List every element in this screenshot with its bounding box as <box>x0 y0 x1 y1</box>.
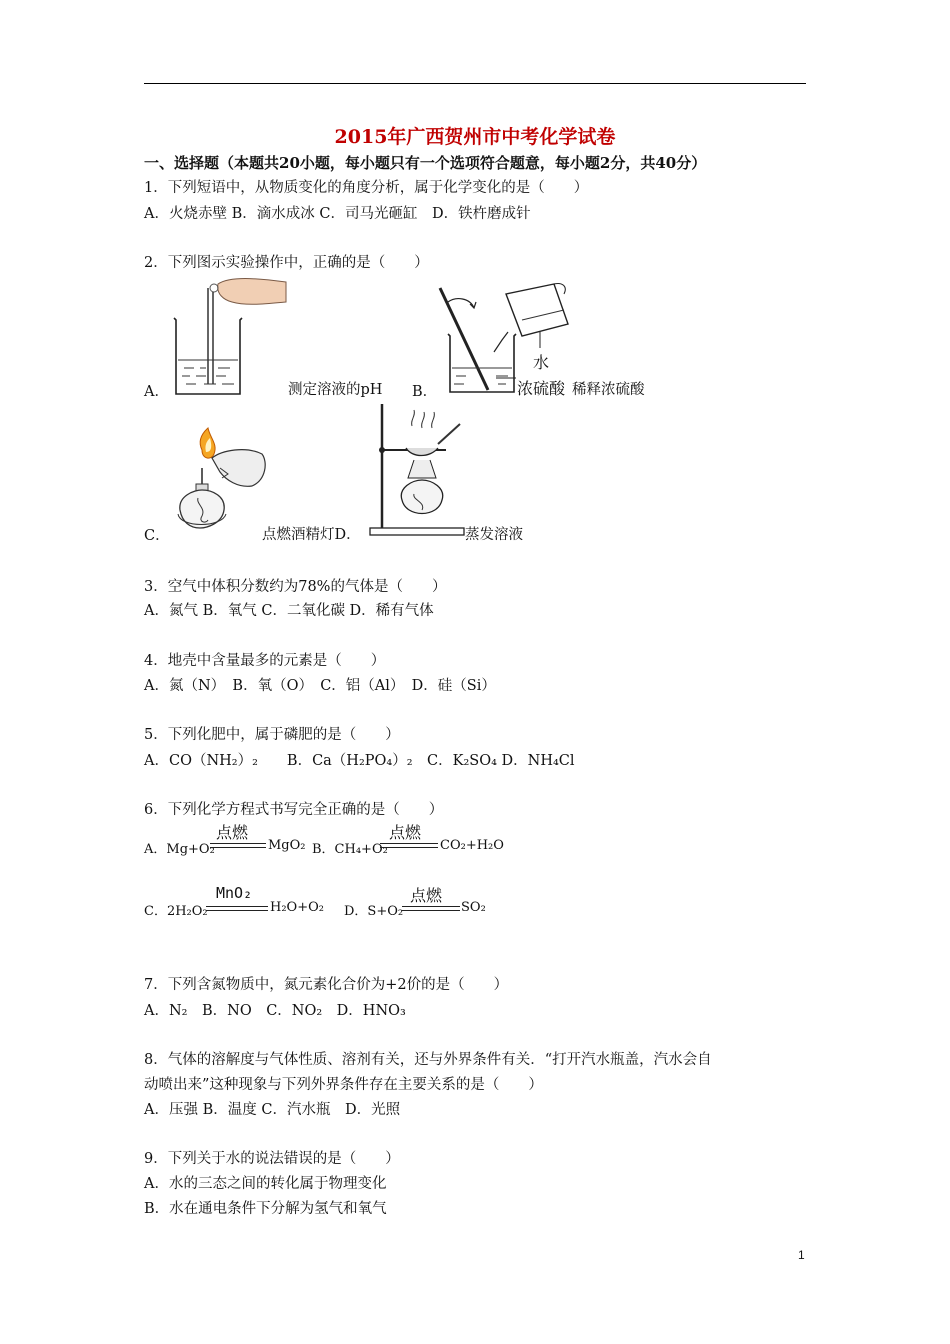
q7-stem: 7．下列含氮物质中，氮元素化合价为+2价的是（ ） <box>144 977 509 993</box>
q2-stem: 2．下列图示实验操作中，正确的是（ ） <box>144 255 429 271</box>
q2-option-b-caption: 稀释浓硫酸 <box>572 382 645 398</box>
q8-options: A．压强 B．温度 C．汽水瓶 D．光照 <box>144 1102 401 1118</box>
q2-option-c-caption: 点燃酒精灯D． <box>262 527 361 543</box>
q3-options: A．氮气 B．氧气 C．二氧化碳 D．稀有气体 <box>144 603 434 619</box>
q8-stem-line2: 动喷出来”这种现象与下列外界条件存在主要关系的是（ ） <box>144 1077 543 1093</box>
q3-stem: 3．空气中体积分数约为78%的气体是（ ） <box>144 579 447 595</box>
q6-a-products: MgO₂ <box>268 838 306 853</box>
evaporation-figure <box>368 404 468 538</box>
q2-option-c-label: C． <box>144 528 170 544</box>
q2-option-a-label: A． <box>144 384 169 400</box>
q6-a-reactants: A．Mg+O₂ <box>144 842 215 857</box>
q6-b-reactants: B．CH₄+O₂ <box>312 842 388 857</box>
q6-d-condition: 点燃 <box>410 886 443 905</box>
page-number: 1 <box>798 1248 805 1262</box>
q6-c-products: H₂O+O₂ <box>270 900 324 915</box>
q6-a-equals <box>210 843 266 848</box>
q8-stem-line1: 8．气体的溶解度与气体性质、溶剂有关，还与外界条件有关．“打开汽水瓶盖，汽水会自 <box>144 1052 712 1068</box>
q9-option-a: A．水的三态之间的转化属于物理变化 <box>144 1176 387 1192</box>
q7-options: A．N₂ B．NO C．NO₂ D．HNO₃ <box>144 1003 406 1019</box>
q2-b-acid-label: 浓硫酸 <box>517 379 566 398</box>
ph-test-figure <box>160 272 300 402</box>
q5-options: A．CO（NH₂）₂ B．Ca（H₂PO₄）₂ C．K₂SO₄ D．NH₄Cl <box>144 753 575 769</box>
q6-d-equals <box>402 906 460 911</box>
q2-b-water-label: 水 <box>533 353 550 372</box>
q1-options: A．火烧赤壁 B．滴水成冰 C．司马光砸缸 D．铁杵磨成针 <box>144 206 531 222</box>
q6-b-products: CO₂+H₂O <box>440 838 504 853</box>
q5-stem: 5．下列化肥中，属于磷肥的是（ ） <box>144 727 400 743</box>
q9-option-b: B．水在通电条件下分解为氢气和氧气 <box>144 1201 387 1217</box>
q2-option-d-caption: 蒸发溶液 <box>465 527 523 543</box>
q6-a-condition: 点燃 <box>216 823 249 842</box>
q4-stem: 4．地壳中含量最多的元素是（ ） <box>144 653 386 669</box>
q6-c-reactants: C．2H₂O₂ <box>144 904 208 919</box>
q2-option-b-label: B． <box>412 384 438 400</box>
q2-option-a-caption: 测定溶液的pH <box>288 382 383 398</box>
q9-stem: 9．下列关于水的说法错误的是（ ） <box>144 1151 400 1167</box>
q6-c-condition: MnO₂ <box>216 884 253 902</box>
section-heading: 一、选择题（本题共20小题，每小题只有一个选项符合题意，每小题2分，共40分） <box>144 154 707 172</box>
q4-options: A．氮（N） B．氧（O） C．铝（Al） D．硅（Si） <box>144 678 496 694</box>
q6-b-condition: 点燃 <box>389 823 422 842</box>
header-rule <box>144 83 806 84</box>
q6-b-equals <box>380 843 438 848</box>
alcohol-lamp-figure <box>166 428 276 538</box>
q6-d-products: SO₂ <box>461 900 486 915</box>
q6-d-reactants: D．S+O₂ <box>344 904 404 919</box>
q1-stem: 1．下列短语中，从物质变化的角度分析，属于化学变化的是（ ） <box>144 180 589 196</box>
q6-c-equals <box>206 906 268 911</box>
q6-stem: 6．下列化学方程式书写完全正确的是（ ） <box>144 802 444 818</box>
page-title: 2015年广西贺州市中考化学试卷 <box>334 126 616 148</box>
